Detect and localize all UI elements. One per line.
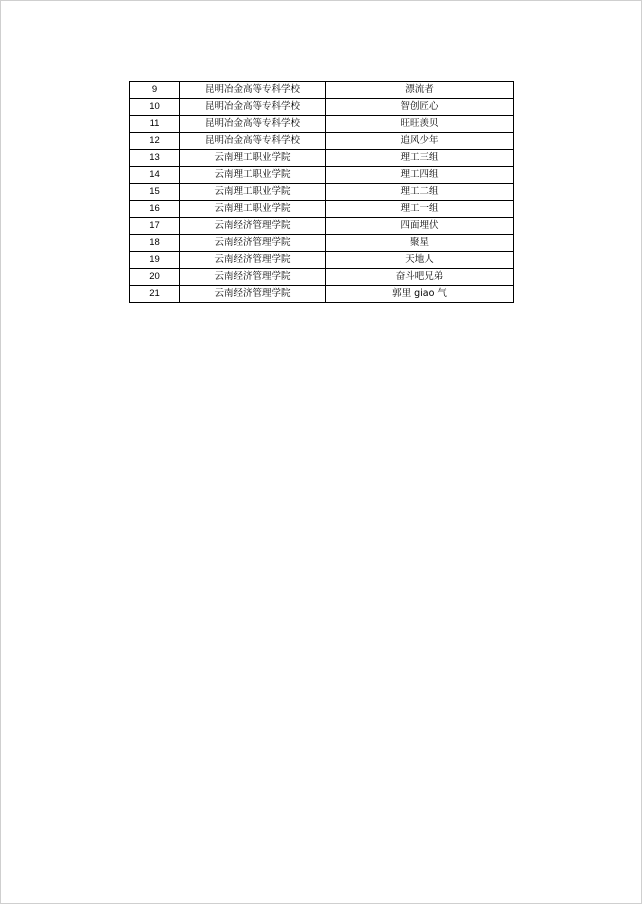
table-row (130, 150, 514, 167)
row-number: 13 (130, 150, 180, 167)
school-name: 云南经济管理学院 (180, 252, 326, 269)
row-number: 9 (130, 82, 180, 99)
school-name: 云南理工职业学院 (180, 150, 326, 167)
team-name: 四面埋伏 (326, 218, 514, 235)
table-row (130, 82, 514, 99)
team-name: 理工三组 (326, 150, 514, 167)
team-name: 追风少年 (326, 133, 514, 150)
school-name: 昆明冶金高等专科学校 (180, 99, 326, 116)
team-name: 旺旺羡贝 (326, 116, 514, 133)
team-roster-table (129, 81, 514, 303)
team-name: 漂流者 (326, 82, 514, 99)
table-row (130, 201, 514, 218)
row-number: 10 (130, 99, 180, 116)
school-name: 昆明冶金高等专科学校 (180, 116, 326, 133)
team-name: 奋斗吧兄弟 (326, 269, 514, 286)
row-number: 11 (130, 116, 180, 133)
row-number: 18 (130, 235, 180, 252)
table-row (130, 235, 514, 252)
row-number: 14 (130, 167, 180, 184)
row-number: 16 (130, 201, 180, 218)
table-row (130, 269, 514, 286)
table-row (130, 167, 514, 184)
row-number: 12 (130, 133, 180, 150)
team-name: 郭里 giao 气 (326, 286, 514, 303)
school-name: 云南理工职业学院 (180, 167, 326, 184)
table-body (130, 82, 514, 303)
row-number: 17 (130, 218, 180, 235)
table-row (130, 218, 514, 235)
school-name: 云南经济管理学院 (180, 286, 326, 303)
school-name: 云南经济管理学院 (180, 218, 326, 235)
team-name: 聚星 (326, 235, 514, 252)
team-name: 理工四组 (326, 167, 514, 184)
school-name: 昆明冶金高等专科学校 (180, 82, 326, 99)
row-number: 20 (130, 269, 180, 286)
table-row (130, 133, 514, 150)
team-name: 智创匠心 (326, 99, 514, 116)
team-name: 理工一组 (326, 201, 514, 218)
table-row (130, 252, 514, 269)
team-name: 理工二组 (326, 184, 514, 201)
school-name: 云南理工职业学院 (180, 201, 326, 218)
table-row (130, 286, 514, 303)
row-number: 21 (130, 286, 180, 303)
school-name: 云南经济管理学院 (180, 235, 326, 252)
school-name: 云南理工职业学院 (180, 184, 326, 201)
team-name: 天地人 (326, 252, 514, 269)
school-name: 云南经济管理学院 (180, 269, 326, 286)
table-row (130, 184, 514, 201)
table-row (130, 99, 514, 116)
school-name: 昆明冶金高等专科学校 (180, 133, 326, 150)
table-row (130, 116, 514, 133)
row-number: 19 (130, 252, 180, 269)
row-number: 15 (130, 184, 180, 201)
